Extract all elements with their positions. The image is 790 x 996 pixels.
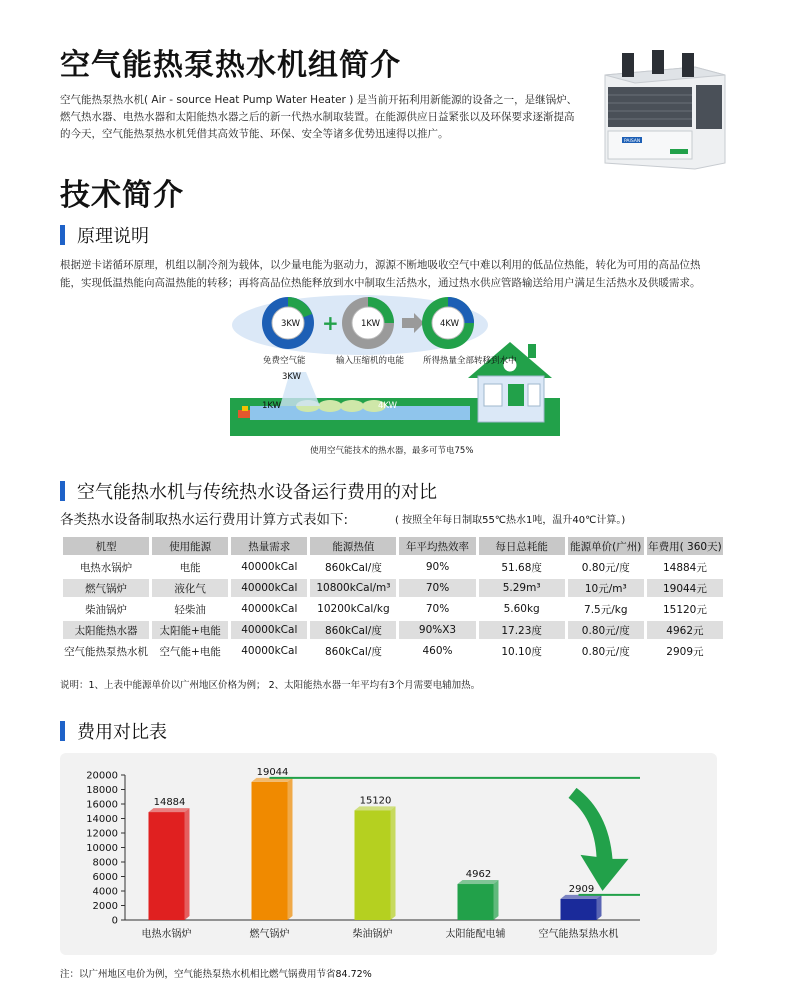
table-header-cell: 年平均热效率 (399, 537, 475, 555)
arrow-down-icon (569, 788, 629, 891)
table-row (63, 558, 723, 576)
table-cell: 460% (422, 645, 453, 657)
table-cell: 70% (399, 579, 475, 597)
table-cell: 19044元 (647, 579, 723, 597)
cost-table (60, 534, 726, 663)
bar-side (288, 778, 293, 920)
principle-paragraph: 根据逆卡诺循环原理，机组以制冷剂为载体，以少量电能为驱动力，源源不断地吸收空气中难以利用的低品位热能，转化为可用的高品位热能，实现低温热能向高温热能的转移；再将高品位热能释放到水中制取生活热水，通过热水供应管路输送给用户满足生活热水及供暖需求。 (60, 259, 701, 289)
table-cell: 17.23度 (479, 621, 565, 639)
section-compare-label: 空气能热水机与传统热水设备运行费用的对比 (77, 482, 437, 503)
bar-value-label: 4962 (465, 869, 492, 881)
table-cell: 液化气 (152, 579, 228, 597)
unit-brand-label: PAISAN (624, 139, 641, 144)
x-tick-label: 燃气锅炉 (249, 929, 290, 940)
table-cell: 40000kCal (241, 561, 298, 573)
table-cell: 柴油锅炉 (85, 603, 128, 616)
table-header-cell: 每日总耗能 (479, 537, 565, 555)
y-tick-label: 8000 (92, 857, 118, 869)
table-cell: 太阳能+电能 (152, 621, 228, 639)
table-cell: 电能 (179, 561, 201, 574)
bar-side (597, 895, 602, 920)
y-tick-label: 18000 (86, 785, 118, 796)
y-tick-label: 0 (111, 915, 118, 927)
tech-title: 技术简介 (60, 178, 184, 213)
table-cell: 10元/m³ (568, 579, 644, 597)
label-free-air: 免费空气能 (263, 356, 306, 366)
table-cell: 10800kCal/m³ (310, 579, 396, 597)
cost-bar-chart (60, 753, 717, 955)
table-cell: 4962元 (647, 621, 723, 639)
diagram-caption: 使用空气能技术的热水器，最多可节电75% (310, 446, 474, 456)
table-cell: 51.68度 (501, 561, 542, 574)
table-header-cell: 年费用( 360天) (647, 537, 723, 555)
table-cell: 40000kCal (231, 579, 307, 597)
table-cell: 10.10度 (501, 645, 542, 658)
table-footnote: 说明：1、上表中能源单价以广州地区价格为例； 2、太阳能热水器一年平均有3个月需要电辅加热。 (60, 680, 481, 691)
table-header-cell: 热量需求 (231, 537, 307, 555)
table-row (63, 621, 723, 639)
section-chart-heading (60, 718, 167, 744)
table-header-cell: 使用能源 (152, 537, 228, 555)
plus-sign: + (322, 311, 339, 335)
bar-side (494, 880, 499, 920)
bar (252, 782, 288, 920)
intro-title: 空气能热泵热水机组简介 (60, 48, 401, 83)
table-row (63, 642, 723, 660)
table-cell: 10200kCal/kg (317, 603, 390, 615)
bar-value-label: 14884 (153, 797, 186, 809)
bar-top (149, 808, 190, 812)
x-tick-label: 电热水锅炉 (141, 929, 192, 940)
section-compare-heading (60, 478, 437, 504)
bar-top (458, 880, 499, 884)
bar-value-label: 2909 (568, 883, 595, 895)
table-cell: 40000kCal (241, 645, 298, 657)
chart-note: 注：以广州地区电价为例，空气能热泵热水机相比燃气锅费用节省84.72% (60, 969, 372, 980)
table-cell: 70% (425, 603, 450, 615)
table-cell: 电热水锅炉 (79, 561, 133, 574)
table-cell: 空气能热泵热水机 (64, 645, 149, 658)
circle3-value: 4KW (440, 319, 460, 329)
x-tick-label: 柴油锅炉 (352, 929, 393, 940)
table-title: 各类热水设备制取热水运行费用计算方式表如下: (60, 512, 349, 528)
table-cell: 860kCal/度 (324, 561, 382, 574)
principle-diagram (210, 290, 590, 460)
water-energy-value: 4KW (378, 401, 398, 411)
bar (355, 810, 391, 920)
table-cell: 燃气锅炉 (63, 579, 149, 597)
bar-side (391, 806, 396, 920)
y-tick-label: 14000 (86, 814, 118, 825)
bar (458, 884, 494, 920)
circle2-value: 1KW (361, 319, 381, 329)
bar-side (185, 808, 190, 920)
table-header-cell: 机型 (63, 537, 149, 555)
y-tick-label: 12000 (86, 828, 118, 840)
table-row (63, 600, 723, 618)
table-note: ( 按照全年每日制取55℃热水1吨，温升40℃计算。) (395, 515, 626, 526)
table-cell: 0.80元/度 (581, 645, 630, 658)
table-header-cell: 能源单价(广州) (568, 537, 644, 555)
table-cell: 0.80元/度 (581, 561, 630, 574)
bar (561, 899, 597, 920)
table-cell: 90% (425, 561, 450, 573)
circle1-value: 3KW (281, 319, 301, 329)
table-cell: 轻柴油 (174, 603, 206, 616)
table-cell: 7.5元/kg (584, 603, 628, 616)
table-header-cell: 能源热值 (310, 537, 396, 555)
section-chart-label: 费用对比表 (77, 722, 167, 743)
table-cell: 0.80元/度 (568, 621, 644, 639)
table-cell: 太阳能热水器 (63, 621, 149, 639)
bar (149, 812, 185, 920)
bar-value-label: 19044 (256, 766, 289, 778)
table-header-row (63, 537, 723, 555)
label-compressor: 输入压缩机的电能 (336, 356, 405, 366)
x-tick-label: 太阳能配电辅 (445, 929, 506, 940)
y-tick-label: 2000 (92, 901, 118, 912)
table-cell: 15120元 (662, 603, 707, 616)
table-cell: 40000kCal (231, 621, 307, 639)
table-cell: 2909元 (666, 645, 704, 658)
table-cell: 5.29m³ (479, 579, 565, 597)
air-energy-value: 3KW (282, 372, 302, 382)
electric-energy-value: 1KW (262, 401, 282, 411)
intro-paragraph: 空气能热泵热水机( Air - source Heat Pump Water Heater ) 是当前开拓利用新能源的设备之一，是继锅炉、燃气热水器、电热水器和太阳能热水器之后的新一代热水制取装置。在能源供应日益紧张以及环保要求逐渐提高的今天，空气能热泵热水机凭借其高效节能、环保、安全等诸多优势迅速得以推广。 (60, 94, 578, 140)
y-tick-label: 4000 (92, 886, 118, 898)
table-cell: 14884元 (662, 561, 707, 574)
y-tick-label: 16000 (86, 799, 118, 811)
bar-value-label: 15120 (359, 795, 392, 807)
table-cell: 860kCal/度 (324, 645, 382, 658)
section-principle-heading (60, 222, 149, 248)
label-water-heat: 所得热量全部转移到水中 (423, 356, 517, 366)
table-row (63, 579, 723, 597)
table-cell: 90%X3 (399, 621, 475, 639)
table-cell: 空气能+电能 (159, 645, 221, 658)
bar-top (355, 806, 396, 810)
section-principle-label: 原理说明 (77, 226, 149, 247)
y-tick-label: 6000 (92, 872, 118, 883)
table-cell: 5.60kg (503, 603, 540, 615)
y-tick-label: 20000 (86, 770, 118, 782)
table-cell: 860kCal/度 (310, 621, 396, 639)
y-tick-label: 10000 (86, 843, 118, 854)
chart-panel (60, 753, 717, 955)
x-tick-label: 空气能热泵热水机 (538, 929, 619, 940)
table-cell: 40000kCal (241, 603, 298, 615)
heat-pump-unit-image (600, 45, 730, 170)
